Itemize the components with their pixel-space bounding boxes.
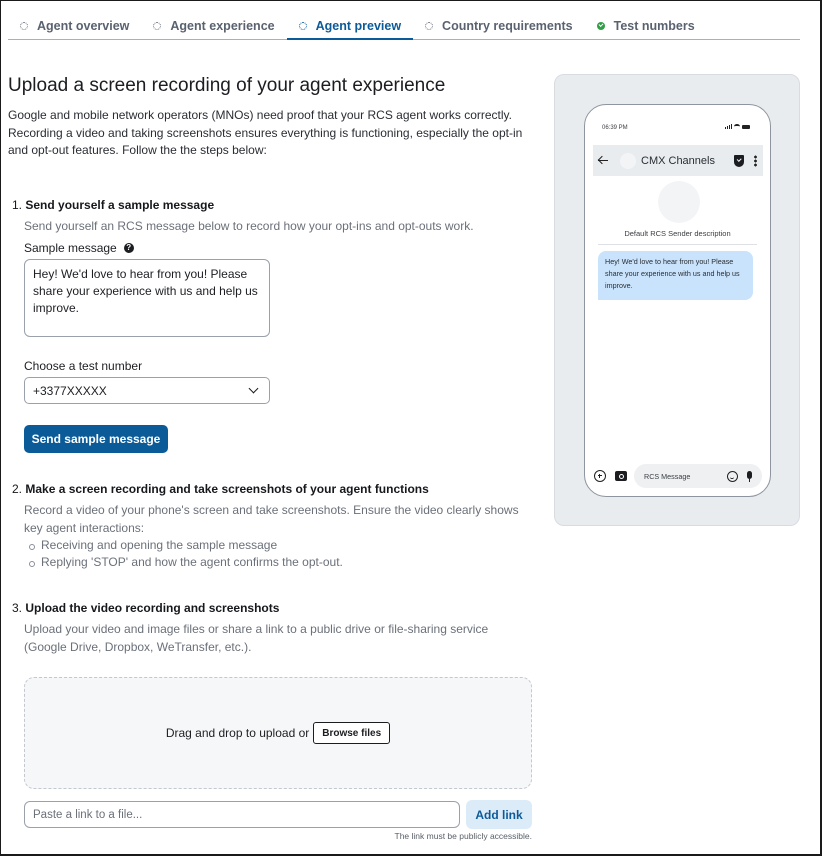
intro-text: Google and mobile network operators (MNOs) need proof that your RCS agent works correctly. Recording a video and taking screenshots ensures everything is functioning, especially the opt-in and opt-out features. Follow the the steps below: <box>8 108 523 157</box>
step-2-title: 2. Make a screen recording and take screenshots of your agent functions <box>12 482 429 496</box>
help-icon[interactable]: ? <box>124 243 134 253</box>
test-number-label: Choose a test number <box>24 359 143 373</box>
microphone-icon[interactable] <box>747 471 752 479</box>
step-2 <box>12 481 534 571</box>
tab-country-requirements[interactable] <box>413 12 585 39</box>
dropzone-text: Drag and drop to upload or <box>165 726 310 740</box>
step-2-description: Record a video of your phone's screen and take screenshots. Ensure the video clearly shows key agent interactions: <box>24 503 519 535</box>
test-number-select[interactable] <box>24 377 270 404</box>
verified-shield-icon <box>734 155 744 167</box>
tab-agent-experience[interactable] <box>141 12 286 39</box>
more-vert-icon[interactable] <box>754 155 757 167</box>
camera-icon[interactable] <box>615 471 627 481</box>
pending-step-icon <box>20 22 28 30</box>
page-header <box>8 74 536 160</box>
step-1 <box>12 197 534 236</box>
tab-label: Country requirements <box>442 18 573 33</box>
list-item: Replying 'STOP' and how the agent confirms the opt-out. <box>24 554 534 571</box>
list-item: Receiving and opening the sample message <box>24 537 534 554</box>
status-icons <box>725 124 750 129</box>
pending-step-icon <box>299 22 307 30</box>
add-circle-icon[interactable] <box>594 470 606 482</box>
step-3-description: Upload your video and image files or share a link to a public drive or file-sharing service (Google Drive, Dropbox, WeTransfer, etc.). <box>24 622 489 654</box>
file-link-input[interactable] <box>24 801 460 828</box>
pending-step-icon <box>153 22 161 30</box>
sample-message-label: Sample message ? <box>24 241 134 255</box>
tab-label: Agent overview <box>37 18 130 33</box>
page-title: Upload a screen recording of your agent experience <box>8 75 446 96</box>
check-circle-icon <box>597 22 605 30</box>
tab-agent-preview[interactable] <box>287 12 413 39</box>
step-1-title: 1. Send yourself a sample message <box>12 198 215 212</box>
tab-label: Agent experience <box>170 18 275 33</box>
composer-placeholder: RCS Message <box>644 471 691 481</box>
step-1-description: Send yourself an RCS message below to record how your opt-ins and opt-outs work. <box>24 219 474 233</box>
browse-files-button[interactable]: Browse files <box>313 722 390 744</box>
back-arrow-icon[interactable] <box>597 155 609 167</box>
sender-description: Default RCS Sender description <box>624 229 731 238</box>
agent-name: CMX Channels <box>641 154 715 167</box>
divider <box>598 244 757 245</box>
signal-icon <box>725 124 732 129</box>
phone-mockup <box>584 104 771 497</box>
wizard-tabs <box>8 12 800 40</box>
step-3 <box>12 600 534 656</box>
tab-label: Test numbers <box>613 18 695 33</box>
message-bubble: Hey! We'd love to hear from you! Please share your experience with us and help us improve. <box>598 251 753 300</box>
tab-agent-overview[interactable] <box>8 12 141 39</box>
step-3-title: 3. Upload the video recording and screenshots <box>12 601 280 615</box>
status-time: 06:39 PM <box>602 125 628 131</box>
link-hint: The link must be publicly accessible. <box>394 831 532 841</box>
rcs-message-field[interactable] <box>634 464 762 488</box>
agent-logo <box>658 181 700 223</box>
battery-icon <box>742 125 750 129</box>
tab-label: Agent preview <box>315 18 402 33</box>
emoji-icon[interactable] <box>727 471 738 482</box>
chat-app-bar <box>593 145 763 176</box>
add-link-button[interactable]: Add link <box>466 800 532 829</box>
pending-step-icon <box>425 22 433 30</box>
message-composer <box>585 464 770 488</box>
agent-avatar <box>620 153 636 169</box>
tab-test-numbers[interactable] <box>585 12 707 39</box>
step-2-bullets <box>12 537 534 571</box>
sample-message-input[interactable] <box>24 259 270 337</box>
chevron-down-icon <box>249 384 259 394</box>
send-sample-message-button[interactable]: Send sample message <box>24 425 168 453</box>
selected-test-number: +3377XXXXX <box>33 383 107 398</box>
file-dropzone[interactable] <box>24 677 532 789</box>
wifi-icon <box>734 124 740 129</box>
agent-preview-panel <box>554 74 800 526</box>
